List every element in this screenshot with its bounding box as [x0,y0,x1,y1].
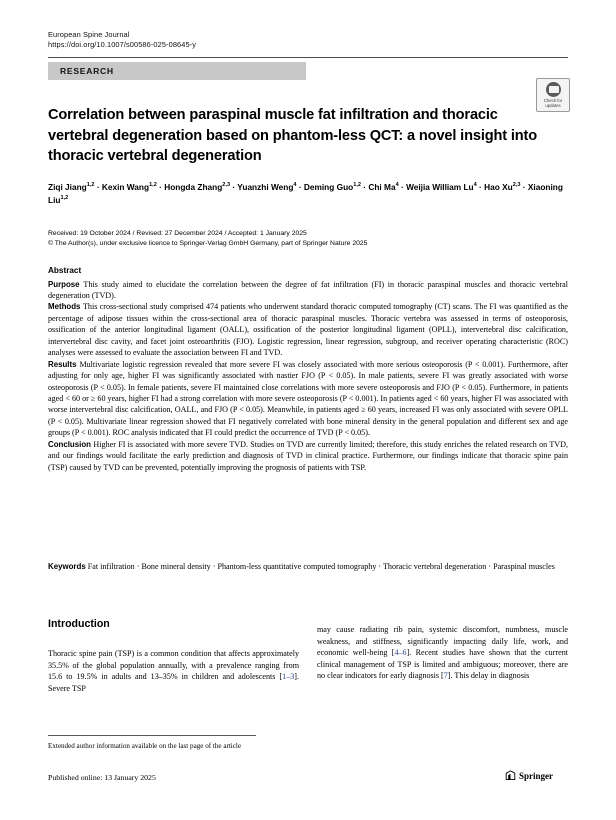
abstract-section-text: This cross-sectional study comprised 474 patients who underwent standard thoracic computed tomography (CT) scans. The FI was quantified as the percentage of adipose tissues within the cross-sectional area of thoracic paraspinal muscles. Thoracic vertebra was assessed in terms of osteoporosis, ossification of the anterior longitudinal ligament (OALL), ossification of the posterior longitudinal ligament (OPLL), intervertebral disc calcification, intervertebral disc cavity, and facet joint osteoarthritis (FJO). Logistic regression, linear regression, subgroup, and receiver operating characteristic (ROC) analyses were assessed to evaluate the association between FI and TVD. [48,302,568,358]
abstract-section-text: Multivariate logistic regression revealed that more severe FI was closely associated with more serious osteoporosis (P < 0.001). Furthermore, after adjusting for only age, higher FI was significantly associated with nastier FJO (P < 0.05). In male patients, severe FI was greatly associated with worse osteoporosis (P < 0.05). In female patients, severe FI maintained close correlations with more severe osteoporosis and FJO (P < 0.05). Furthermore, in patients aged < 60 or ≥ 60 years, higher FI had a strong correlation with more severe osteoporosis (P < 0.001). In patients aged < 60 years, higher FI was associated with worse intervertebral disc calcification, OALL, and FJO (P < 0.05). Meanwhile, in patients aged ≥ 60 years, increased FI was only associated with severe OPLL (P < 0.05). Multivariate linear regression showed that FI negatively correlated with bone mineral density in the general population and different sex and age groups (P < 0.001). ROC analysis indicated that FI could predict the occurrence of TVD (P < 0.05). [48,359,568,438]
article-type-label: RESEARCH [60,66,114,76]
abstract-body [48,279,568,474]
footer-divider [48,735,256,736]
article-type-banner [48,62,306,80]
abstract-section [48,266,568,473]
abstract-section-label: Results [48,359,80,369]
abstract-paragraph [48,301,568,358]
crossmark-icon-inner [549,86,559,93]
crossmark-label-line2: updates [545,103,561,109]
copyright-line: © The Author(s), under exclusive licence to Springer-Verlag GmbH Germany, part of Springer Nature 2025 [48,239,368,247]
introduction-column-right: may cause radiating rib pain, systemic discomfort, numbness, muscle weakness, and stiffness, significantly impacting daily life, work, and economic well-being [4–6]. Recent studies have shown that the current clinical management of TSP is limited and ambiguous; moreover, there are no clear indicators for early diagnosis [7]. This delay in diagnosis [317,625,568,680]
journal-doi[interactable]: https://doi.org/10.1007/s00586-025-08645-y [48,40,197,49]
extended-author-info: Extended author information available on the last page of the article [48,742,242,750]
abstract-paragraph [48,439,568,473]
keywords-text: Fat infiltration · Bone mineral density · Phantom-less quantitative computed tomography · Thoracic vertebral degeneration · Paraspinal muscles [87,562,555,571]
abstract-section-label: Methods [48,302,83,312]
springer-logo [505,770,553,781]
keywords-label: Keywords [48,562,86,571]
abstract-paragraph [48,359,568,439]
page-title: Correlation between paraspinal muscle fat infiltration and thoracic vertebral degeneration based on phantom-less QCT: a novel insight into thoracic vertebral degeneration [48,107,538,165]
keywords-section [48,561,568,572]
abstract-section-label: Purpose [48,279,84,289]
author-list: Ziqi Jiang$^{1,2}$ · Kexin Wang$^{1,2}$ · Hongda Zhang$^{2,3}$ · Yuanzhi Weng$^4$ · Deming Guo$^{1,2}$ · Chi $Ma^4$ · Weijia William $Lu^4$ · Hao Xu$^{2,3}$ · Xiaoning Liu$^{1,2}$ [48,182,563,205]
received-revised-accepted: Received: 19 October 2024 / Revised: 27 December 2024 / Accepted: 1 January 2025 [48,230,307,237]
abstract-section-label: Conclusion [48,439,94,449]
header-divider [48,57,568,58]
journal-header [48,30,568,50]
abstract-section-text: Higher FI is associated with more severe TVD. Studies on TVD are currently limited; therefore, this study enriches the related research on TVD, and our findings would facilitate the early prediction and diagnosis of TVD in clinical practice. Furthermore, our findings indicate that thoracic spine pain (TSP) caused by TVD can be prevented, potentially improving the prognosis of patients with TSP. [48,439,568,472]
introduction-heading: Introduction [48,618,110,630]
abstract-section-text: This study aimed to elucidate the correlation between the degree of fat infiltration (FI) in thoracic paraspinal muscles and thoracic vertebral degeneration (TVD). [48,279,568,300]
springer-knight-icon [505,770,516,781]
abstract-paragraph [48,279,568,302]
journal-name: European Spine Journal [48,30,130,39]
abstract-heading: Abstract [48,266,82,275]
published-online: Published online: 13 January 2025 [48,773,156,782]
springer-wordmark: Springer [519,770,554,781]
publication-dates [48,229,568,249]
crossmark-label-line1: Check for [543,98,563,103]
introduction-column-left: Thoracic spine pain (TSP) is a common condition that affects approximately 35.5% of the global population annually, with a prevalence ranging from 15.6 to 19.5% in adults and 13–35% in children and adolescents [1–3]. Severe TSP [48,649,299,693]
